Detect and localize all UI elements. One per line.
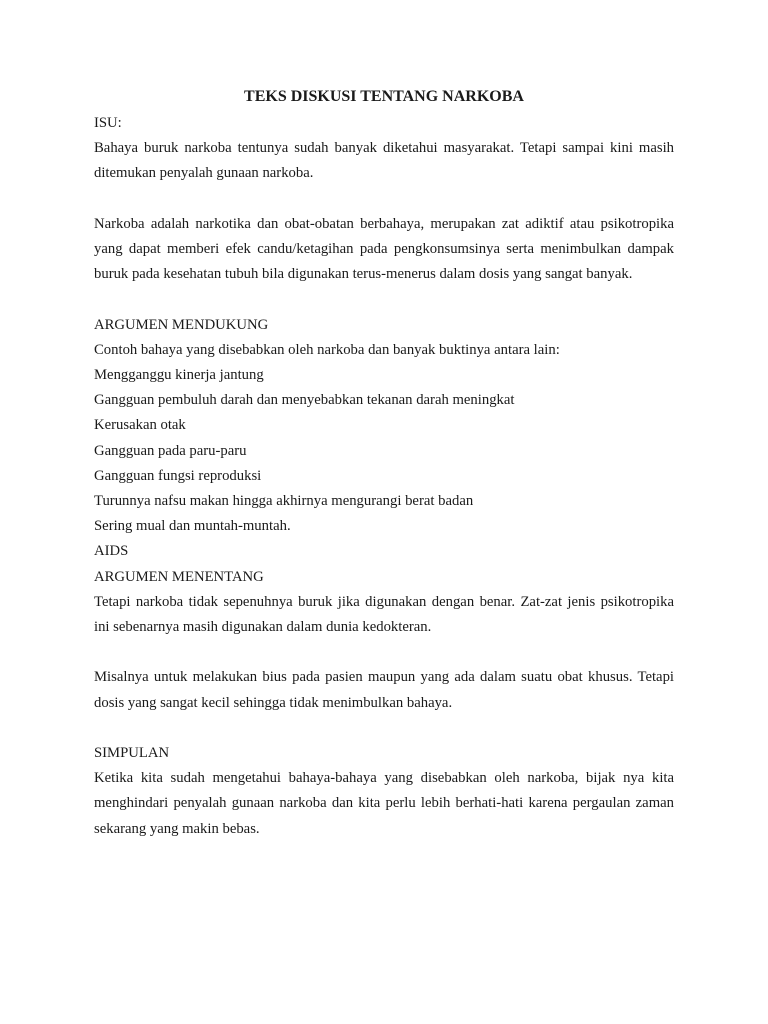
argumen-mendukung-item: Sering mual dan muntah-muntah. (94, 518, 291, 535)
argumen-mendukung-item: Kerusakan otak (94, 417, 186, 434)
argumen-mendukung-item: Gangguan pembuluh darah dan menyebabkan tekanan darah meningkat (94, 392, 515, 409)
paragraph-spacer (94, 716, 674, 741)
argumen-menentang-paragraph-2: Misalnya untuk melakukan bius pada pasien maupun yang ada dalam suatu obat khusus. Tetapi dosis yang sangat kecil sehingga tidak menimbulkan bahaya. (94, 669, 674, 711)
simpulan-paragraph: Ketika kita sudah mengetahui bahaya-bahaya yang disebabkan oleh narkoba, bijak nya kita menghindari penyalah gunaan narkoba dan kita perlu lebih berhati-hati karena pergaulan zaman sekarang yang makin bebas. (94, 770, 674, 837)
paragraph-spacer (94, 187, 674, 212)
isu-paragraph-1: Bahaya buruk narkoba tentunya sudah banyak diketahui masyarakat. Tetapi sampai kini masih ditemukan penyalah gunaan narkoba. (94, 140, 674, 182)
document-body (94, 83, 674, 842)
argumen-mendukung-item: Mengganggu kinerja jantung (94, 367, 264, 383)
paragraph-spacer (94, 640, 674, 665)
document-title: TEKS DISKUSI TENTANG NARKOBA (244, 88, 524, 105)
argumen-mendukung-heading: ARGUMEN MENDUKUNG (94, 316, 269, 333)
simpulan-heading: SIMPULAN (94, 745, 170, 762)
argumen-mendukung-item: Gangguan pada paru-paru (94, 442, 247, 459)
paragraph-spacer (94, 287, 674, 312)
argumen-mendukung-item: Turunnya nafsu makan hingga akhirnya mengurangi berat badan (94, 493, 474, 510)
argumen-menentang-heading: ARGUMEN MENENTANG (94, 568, 264, 585)
argumen-mendukung-item: AIDS (94, 543, 129, 560)
isu-heading: ISU: (94, 115, 122, 131)
argumen-menentang-paragraph-1: Tetapi narkoba tidak sepenuhnya buruk jika digunakan dengan benar. Zat-zat jenis psikotropika ini sebenarnya masih digunakan dalam dunia kedokteran. (94, 593, 674, 636)
argumen-mendukung-item: Gangguan fungsi reproduksi (94, 467, 262, 484)
isu-paragraph-2: Narkoba adalah narkotika dan obat-obatan berbahaya, merupakan zat adiktif atau psikotropika yang dapat memberi efek candu/ketagihan pada pengkonsumsinya serta menimbulkan dampak buruk pada kesehatan tubuh bila digunakan terus-menerus dalam dosis yang sangat banyak. (94, 215, 674, 283)
argumen-mendukung-intro: Contoh bahaya yang disebabkan oleh narkoba dan banyak buktinya antara lain: (94, 341, 560, 358)
